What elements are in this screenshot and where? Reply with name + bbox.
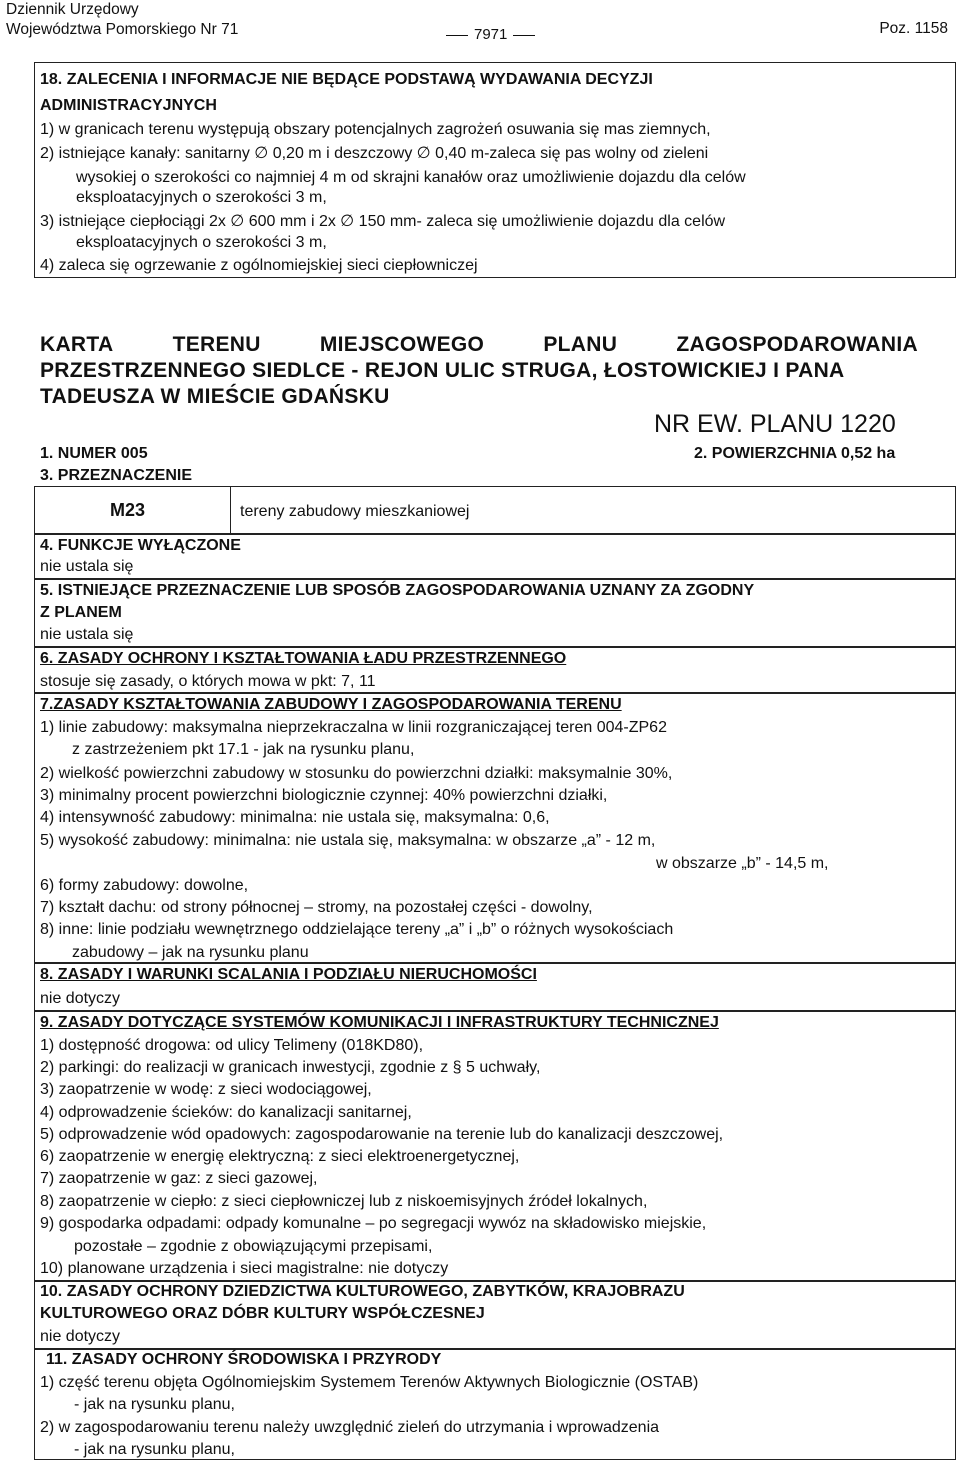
section-18-item: wysokiej o szerokości co najmniej 4 m od skrajni kanałów oraz umożliwienie dojazdu dla celów (76, 169, 746, 186)
section-6-text: stosuje się zasady, o których mowa w pkt: 7, 11 (40, 673, 376, 690)
section-7-item: 5) wysokość zabudowy: minimalna: nie ustala się, maksymalna: w obszarze „a” - 12 m, (40, 832, 656, 849)
karta-title-line-2: PRZESTRZENNEGO SIEDLCE - REJON ULIC STRUGA, ŁOSTOWICKIEJ I PANA (40, 359, 845, 382)
section-11-item: - jak na rysunku planu, (74, 1396, 235, 1413)
section-18-item: 4) zaleca się ogrzewanie z ogólnomiejskiej sieci ciepłowniczej (40, 257, 478, 274)
position-number: Poz. 1158 (879, 20, 948, 37)
karta-title-line-3: TADEUSZA W MIEŚCIE GDAŃSKU (40, 385, 390, 408)
symbol: M23 (110, 500, 146, 520)
section-18-item: 1) w granicach terenu występują obszary potencjalnych zagrożeń osuwania się mas ziemnych, (40, 121, 711, 138)
page-number (440, 26, 541, 43)
section-7-heading: 7.ZASADY KSZTAŁTOWANIA ZABUDOWY I ZAGOSPODAROWANIA TERENU (40, 696, 622, 713)
section-9-heading: 9. ZASADY DOTYCZĄCE SYSTEMÓW KOMUNIKACJI I INFRASTRUKTURY TECHNICZNEJ (40, 1014, 719, 1031)
section-9-item: 4) odprowadzenie ścieków: do kanalizacji sanitarnej, (40, 1104, 412, 1121)
section-9-item: 10) planowane urządzenia i sieci magistralne: nie dotyczy (40, 1260, 449, 1277)
section-10-heading-cont: KULTUROWEGO ORAZ DÓBR KULTURY WSPÓŁCZESNEJ (40, 1305, 485, 1322)
journal-line-1: Dziennik Urzędowy (6, 1, 139, 18)
karta-title-line-1 (40, 332, 918, 358)
page-number-text: 7971 (474, 26, 508, 43)
section-7-item: 1) linie zabudowy: maksymalna nieprzekraczalna w linii rozgraniczającej teren 004-ZP62 (40, 719, 667, 736)
plan-number: NR EW. PLANU 1220 (654, 410, 896, 438)
journal-line-2: Województwa Pomorskiego Nr 71 (6, 21, 239, 38)
section-7-item: w obszarze „b” - 14,5 m, (656, 855, 829, 872)
section-7-item: 8) inne: linie podziału wewnętrznego oddzielające tereny „a” i „b” o różnych wysokościach (40, 921, 674, 938)
section-5-heading-cont: Z PLANEM (40, 604, 122, 621)
section-7-item: 7) kształt dachu: od strony północnej – stromy, na pozostałej części - dowolny, (40, 899, 593, 916)
section-9-item: 8) zaopatrzenie w ciepło: z sieci ciepłowniczej lub z niskoemisyjnych źródeł lokalnych, (40, 1193, 648, 1210)
section-7-item: z zastrzeżeniem pkt 17.1 - jak na rysunku planu, (72, 741, 415, 758)
section-11-item: - jak na rysunku planu, (74, 1441, 235, 1458)
karta-title-word: ZAGOSPODAROWANIA (676, 333, 918, 356)
section-8-text: nie dotyczy (40, 990, 121, 1007)
section-18-item: 3) istniejące ciepłociągi 2x ∅ 600 mm i 2x ∅ 150 mm- zaleca się umożliwienie dojazdu dla celów (40, 213, 726, 230)
section-9-item: 7) zaopatrzenie w gaz: z sieci gazowej, (40, 1170, 318, 1187)
powierzchnia: 2. POWIERZCHNIA 0,52 ha (694, 445, 896, 462)
section-7-item: 6) formy zabudowy: dowolne, (40, 877, 249, 894)
section-5-heading: 5. ISTNIEJĄCE PRZEZNACZENIE LUB SPOSÓB ZAGOSPODAROWANIA UZNANY ZA ZGODNY (40, 582, 755, 599)
section-11-heading: 11. ZASADY OCHRONY ŚRODOWISKA I PRZYRODY (46, 1351, 442, 1368)
journal-title (6, 0, 238, 40)
section-10-heading: 10. ZASADY OCHRONY DZIEDZICTWA KULTUROWEGO, ZABYTKÓW, KRAJOBRAZU (40, 1283, 685, 1300)
section-11-item: 2) w zagospodarowaniu terenu należy uwzględnić zieleń do utrzymania i wprowadzenia (40, 1419, 660, 1436)
przeznaczenie-label: 3. PRZEZNACZENIE (40, 467, 193, 484)
section-9-item: 2) parkingi: do realizacji w granicach inwestycji, zgodnie z § 5 uchwały, (40, 1059, 541, 1076)
section-8-heading: 8. ZASADY I WARUNKI SCALANIA I PODZIAŁU NIERUCHOMOŚCI (40, 966, 537, 983)
section-6-heading: 6. ZASADY OCHRONY I KSZTAŁTOWANIA ŁADU PRZESTRZENNEGO (40, 650, 567, 667)
section-10-text: nie dotyczy (40, 1328, 121, 1345)
przeznaczenie-divider (230, 486, 231, 534)
section-7-item: 3) minimalny procent powierzchni biologicznie czynnej: 40% powierzchni działki, (40, 787, 608, 804)
dash-left (446, 35, 468, 36)
section-18-item: eksploatacyjnych o szerokości 3 m, (76, 189, 327, 206)
przeznaczenie-box (34, 486, 956, 534)
section-9-item: 3) zaopatrzenie w wodę: z sieci wodociągowej, (40, 1081, 372, 1098)
karta-title-word: MIEJSCOWEGO (319, 333, 485, 356)
section-18-item: eksploatacyjnych o szerokości 3 m, (76, 234, 327, 251)
section-9-item: 9) gospodarka odpadami: odpady komunalne – po segregacji wywóz na składowisko miejskie, (40, 1215, 707, 1232)
section-4-heading: 4. FUNKCJE WYŁĄCZONE (40, 537, 241, 554)
section-5-text: nie ustala się (40, 626, 134, 643)
numer: 1. NUMER 005 (40, 445, 148, 462)
section-18-item: 2) istniejące kanały: sanitarny ∅ 0,20 m i deszczowy ∅ 0,40 m-zaleca się pas wolny od zieleni (40, 145, 709, 162)
karta-title-word: TERENU (172, 333, 261, 356)
section-7-item: zabudowy – jak na rysunku planu (72, 944, 309, 961)
section-7-item: 2) wielkość powierzchni zabudowy w stosunku do powierzchni działki: maksymalnie 30%, (40, 765, 673, 782)
symbol-description: tereny zabudowy mieszkaniowej (240, 503, 470, 520)
section-4-text: nie ustala się (40, 558, 134, 575)
section-11-item: 1) część terenu objęta Ogólnomiejskim Systemem Terenów Aktywnych Biologicznie (OSTAB) (40, 1374, 699, 1391)
section-9-item: 5) odprowadzenie wód opadowych: zagospodarowanie na terenie lub do kanalizacji deszczowej, (40, 1126, 724, 1143)
section-18-heading: 18. ZALECENIA I INFORMACJE NIE BĘDĄCE PODSTAWĄ WYDAWANIA DECYZJI (40, 71, 653, 88)
section-9-item: 1) dostępność drogowa: od ulicy Telimeny (018KD80), (40, 1037, 424, 1054)
section-7-item: 4) intensywność zabudowy: minimalna: nie ustala się, maksymalna: 0,6, (40, 809, 550, 826)
dash-right (513, 35, 535, 36)
section-9-item: pozostałe – zgodnie z obowiązującymi przepisami, (74, 1238, 433, 1255)
section-9-item: 6) zaopatrzenie w energię elektryczną: z sieci elektroenergetycznej, (40, 1148, 520, 1165)
karta-title-word: KARTA (40, 333, 114, 356)
karta-title-word: PLANU (543, 333, 618, 356)
section-18-heading-cont: ADMINISTRACYJNYCH (40, 97, 217, 114)
